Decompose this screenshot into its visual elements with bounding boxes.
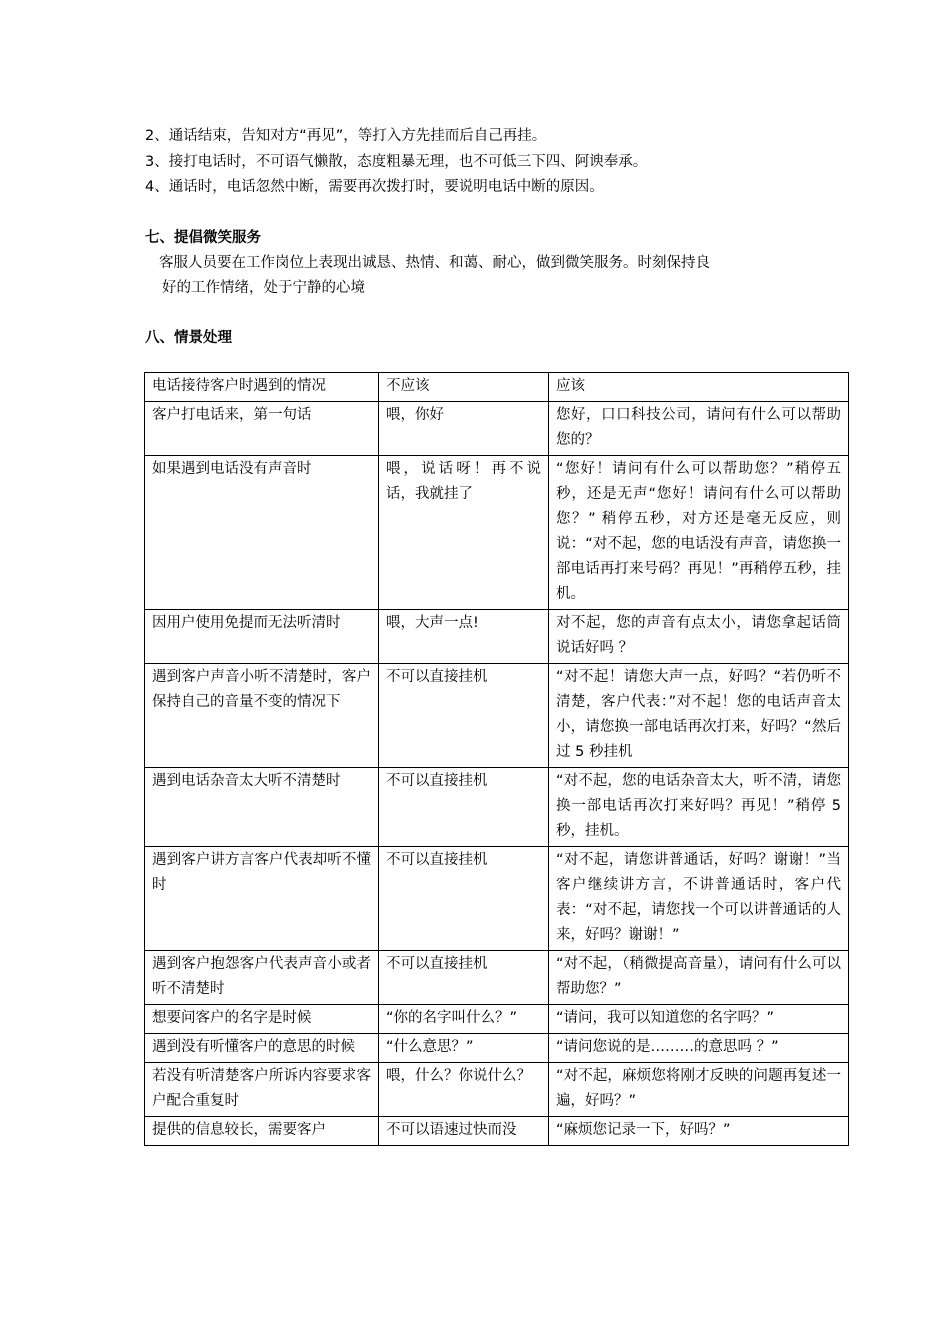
- cell-situation: 客户打电话来，第一句话: [145, 402, 379, 456]
- cell-should: “对不起！请您大声一点，好吗？“若仍听不清楚，客户代表：”对不起！您的电话声音太小，请您换一部电话再次打来，好吗？“然后过 5 秒挂机: [549, 664, 849, 768]
- cell-situation: 若没有听清楚客户所诉内容要求客户配合重复时: [145, 1063, 379, 1117]
- section-heading-smile-service: 七、提倡微笑服务: [145, 230, 261, 246]
- table-row: [145, 1005, 849, 1034]
- cell-should: 对不起，您的声音有点太小，请您拿起话筒说话好吗 ？: [549, 610, 849, 664]
- cell-should: “请问您说的是………的意思吗 ？”: [549, 1034, 849, 1063]
- section-heading-scenario-handling: 八、情景处理: [145, 330, 232, 346]
- cell-should-not: 不可以直接挂机: [379, 951, 549, 1005]
- cell-should-not: 喂，什么？你说什么？: [379, 1063, 549, 1117]
- table-row: [145, 847, 849, 951]
- list-item: 4、通话时，电话忽然中断，需要再次拨打时，要说明电话中断的原因。: [145, 179, 604, 195]
- cell-should: 您好，口口科技公司，请问有什么可以帮助您的？: [549, 402, 849, 456]
- table-row: [145, 951, 849, 1005]
- table-row: [145, 402, 849, 456]
- cell-should-not: 喂，大声一点!: [379, 610, 549, 664]
- column-header-should-not: 不应该: [379, 373, 549, 402]
- column-header-should: 应该: [549, 373, 849, 402]
- cell-should-not: 不可以直接挂机: [379, 664, 549, 768]
- table-row: [145, 456, 849, 610]
- cell-should-not: “什么意思？”: [379, 1034, 549, 1063]
- cell-should: “对不起，（稍微提高音量），请问有什么可以帮助您？”: [549, 951, 849, 1005]
- cell-should: “麻烦您记录一下，好吗？”: [549, 1117, 849, 1146]
- cell-should: “请问，我可以知道您的名字吗？”: [549, 1005, 849, 1034]
- cell-situation: 如果遇到电话没有声音时: [145, 456, 379, 610]
- column-header-situation: 电话接待客户时遇到的情况: [145, 373, 379, 402]
- cell-should: “对不起，请您讲普通话，好吗？谢谢！”当客户继续讲方言，不讲普通话时，客户代表：“对不起，请您找一个可以讲普通话的人来，好吗？谢谢！”: [549, 847, 849, 951]
- cell-situation: 遇到没有听懂客户的意思的时候: [145, 1034, 379, 1063]
- cell-situation: 遇到客户声音小听不清楚时，客户保持自己的音量不变的情况下: [145, 664, 379, 768]
- scenario-table: [144, 372, 849, 1146]
- cell-should-not: “你的名字叫什么？”: [379, 1005, 549, 1034]
- cell-situation: 提供的信息较长，需要客户: [145, 1117, 379, 1146]
- cell-situation: 遇到客户抱怨客户代表声音小或者听不清楚时: [145, 951, 379, 1005]
- list-item: 3、接打电话时，不可语气懒散，态度粗暴无理，也不可低三下四、阿谀奉承。: [145, 153, 648, 170]
- cell-should-not: 不可以直接挂机: [379, 847, 549, 951]
- table-row: [145, 664, 849, 768]
- cell-should: “对不起，您的电话杂音太大，听不清，请您换一部电话再次打来好吗？再见！”稍停 5 秒，挂机。: [549, 768, 849, 847]
- table-row: [145, 610, 849, 664]
- cell-should-not: 喂，你好: [379, 402, 549, 456]
- cell-situation: 因用户使用免提而无法听清时: [145, 610, 379, 664]
- cell-situation: 遇到客户讲方言客户代表却听不懂时: [145, 847, 379, 951]
- table-header-row: [145, 373, 849, 402]
- smile-service-paragraph: [145, 251, 825, 301]
- phone-etiquette-list: [145, 124, 865, 201]
- table-row: [145, 1117, 849, 1146]
- table-row: [145, 768, 849, 847]
- cell-situation: 遇到电话杂音太大听不清楚时: [145, 768, 379, 847]
- cell-should-not: 不可以直接挂机: [379, 768, 549, 847]
- cell-should-not: 不可以语速过快而没: [379, 1117, 549, 1146]
- list-item: 2、通话结束，告知对方“再见”，等打入方先挂而后自己再挂。: [145, 128, 547, 144]
- cell-should: “对不起，麻烦您将刚才反映的问题再复述一遍，好吗？”: [549, 1063, 849, 1117]
- cell-situation: 想要问客户的名字是时候: [145, 1005, 379, 1034]
- table-row: [145, 1034, 849, 1063]
- cell-should-not: 喂，说话呀！再不说话，我就挂了: [379, 456, 549, 610]
- table-row: [145, 1063, 849, 1117]
- paragraph-line: 好的工作情绪，处于宁静的心境: [162, 280, 365, 296]
- paragraph-line: 客服人员要在工作岗位上表现出诚恳、热情、和蔼、耐心，做到微笑服务。时刻保持良: [159, 255, 710, 271]
- cell-should: “您好！请问有什么可以帮助您？”稍停五秒，还是无声“您好！请问有什么可以帮助您？” 稍停五秒，对方还是毫无反应，则说：“对不起，您的电话没有声音，请您换一部电话再打来号码？再见！”再稍停五秒，挂机。: [549, 456, 849, 610]
